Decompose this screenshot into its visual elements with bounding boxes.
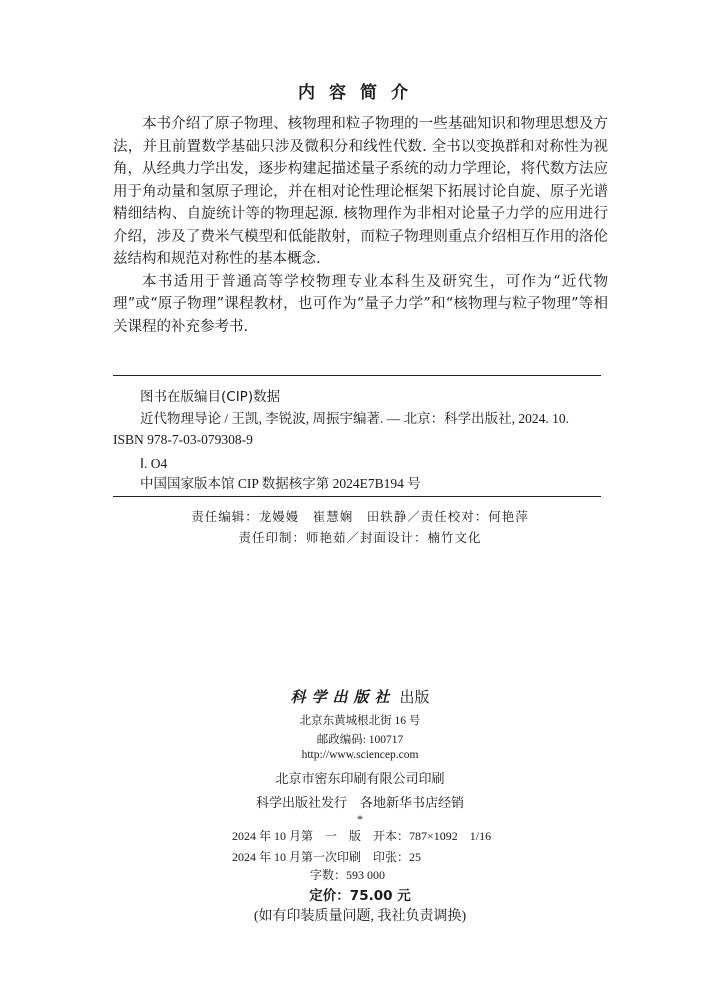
edition-format-line: 2024 年 10 月第 一 版 开本：787×1092 1/16 bbox=[232, 829, 492, 843]
publisher-url: http://www.sciencep.com bbox=[301, 749, 419, 761]
postal-code: 邮政编码: 100717 bbox=[316, 734, 404, 746]
cip-classification: Ⅰ. O4 bbox=[140, 456, 168, 471]
distribution-line: 科学出版社发行 各地新华书店经销 bbox=[255, 795, 464, 810]
cip-title-line: 近代物理导论 / 王凯, 李锐波, 周振宇编著. –– 北京：科学出版社, 2024. 10. bbox=[140, 411, 569, 426]
intro-paragraph-2: 本书适用于普通高等学校物理专业本科生及研究生，可作为“近代物理”或“原子物理”课程教材，也可作为“量子力学”和“核物理与粒子物理”等相关课程的补充参考书. bbox=[113, 273, 608, 335]
cip-isbn: ISBN 978-7-03-079308-9 bbox=[113, 432, 253, 447]
word-count-line: 字数：593 000 bbox=[310, 868, 386, 882]
intro-body bbox=[113, 113, 608, 338]
intro-title: 内容简介 bbox=[298, 83, 422, 103]
publisher-address: 北京东黄城根北街 16 号 bbox=[299, 715, 421, 727]
printer-line: 北京市密东印刷有限公司印刷 bbox=[275, 771, 445, 786]
cip-bottom-rule bbox=[113, 496, 601, 497]
credits-production: 责任印制：师艳茹／封面设计：楠竹文化 bbox=[238, 530, 482, 545]
separator-star: * bbox=[357, 812, 363, 826]
cip-heading: 图书在版编目(CIP)数据 bbox=[140, 389, 281, 405]
publisher-line bbox=[0, 686, 720, 707]
price-line: 定价：75.00 元 bbox=[309, 888, 411, 904]
cip-top-rule bbox=[113, 375, 601, 376]
printing-sheets-line: 2024 年 10 月第一次印刷 印张：25 bbox=[232, 850, 422, 864]
quality-note: (如有印装质量问题, 我社负责调换) bbox=[253, 909, 467, 924]
publisher-suffix: 出版 bbox=[399, 690, 430, 706]
cip-record-number: 中国国家版本馆 CIP 数据核字第 2024E7B194 号 bbox=[140, 476, 421, 491]
intro-paragraph-1: 本书介绍了原子物理、核物理和粒子物理的一些基础知识和物理思想及方法，并且前置数学基础只涉及微积分和线性代数. 全书以变换群和对称性为视角，从经典力学出发，逐步构建起描述量子系统的动力学理论，将代数方法应用于角动量和氢原子理论，并在相对论性理论框架下拓展讨论自旋、原子光谱精细结构、自旋统计等的物理起源. 核物理作为非相对论量子力学的应用进行介绍，涉及了费米气模型和低能散射，而粒子物理则重点介绍相互作用的洛伦兹结构和规范对称性的基本概念. bbox=[113, 116, 608, 267]
credits-editors: 责任编辑：龙嫚嫚 崔慧娴 田轶静／责任校对：何艳萍 bbox=[191, 509, 529, 524]
publisher-logo: 科学出版社 bbox=[290, 688, 396, 706]
